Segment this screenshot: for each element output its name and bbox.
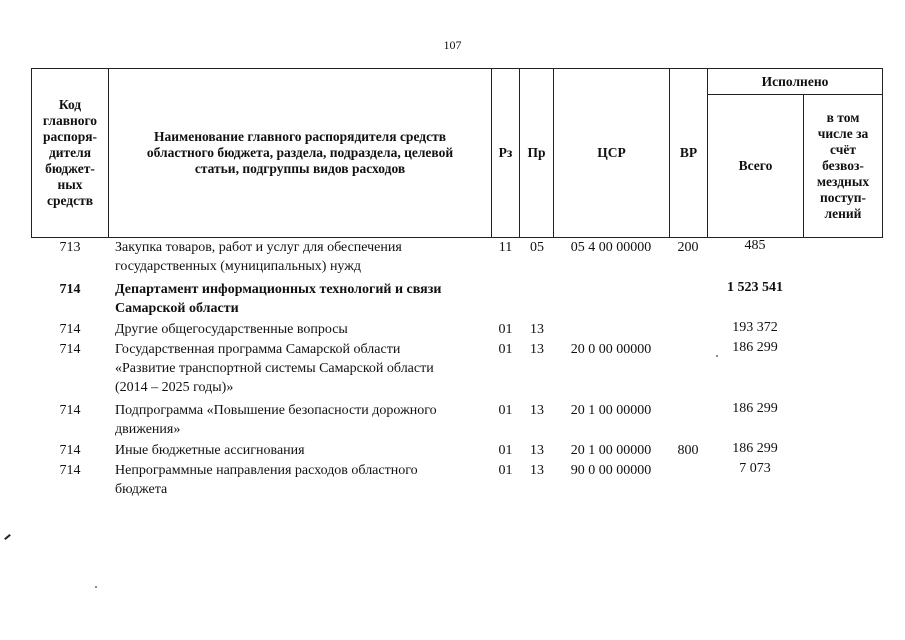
row-total: 186 299 — [732, 441, 778, 456]
scan-speck — [716, 355, 718, 357]
row-name: Департамент информационных технологий и связи Самарской области — [115, 282, 442, 316]
row-code: 714 — [59, 322, 81, 337]
row-name: Другие общегосударственные вопросы — [115, 322, 348, 337]
row-rz: 01 — [498, 322, 513, 337]
row-rz: 01 — [498, 403, 513, 418]
header-code: Код главного распоря- дителя бюджет- ных средств — [31, 68, 109, 238]
row-rz: 01 — [498, 463, 513, 478]
row-csr: 20 1 00 00000 — [570, 443, 652, 458]
row-name: Государственная программа Самарской области «Развитие транспортной системы Самарской области (2014 – 2025 годы)» — [115, 342, 434, 395]
page-number: 107 — [443, 38, 462, 52]
row-csr: 20 1 00 00000 — [570, 403, 652, 418]
row-pr: 13 — [530, 463, 544, 478]
row-vr: 200 — [677, 240, 699, 255]
row-code: 714 — [59, 282, 81, 297]
row-pr: 13 — [530, 342, 544, 357]
scan-speck — [95, 586, 97, 588]
row-rz: 01 — [498, 342, 513, 357]
scan-mark — [4, 534, 11, 540]
row-total: 193 372 — [732, 320, 778, 335]
row-code: 714 — [59, 463, 81, 478]
row-total: 485 — [744, 238, 766, 253]
header-csr: ЦСР — [553, 68, 670, 238]
row-csr: 20 0 00 00000 — [570, 342, 652, 357]
header-total: Всего — [707, 94, 804, 238]
header-pr: Пр — [519, 68, 554, 238]
row-code: 714 — [59, 443, 81, 458]
header-executed: Исполнено — [707, 68, 883, 95]
row-pr: 13 — [530, 322, 544, 337]
row-pr: 05 — [530, 240, 544, 255]
row-code: 714 — [59, 342, 81, 357]
header-rz: Рз — [491, 68, 520, 238]
row-code: 714 — [59, 403, 81, 418]
row-total: 1 523 541 — [727, 280, 783, 295]
row-name: Подпрограмма «Повышение безопасности дорожного движения» — [115, 403, 437, 437]
row-pr: 13 — [530, 403, 544, 418]
row-csr: 05 4 00 00000 — [570, 240, 652, 255]
row-vr: 800 — [677, 443, 699, 458]
row-name: Закупка товаров, работ и услуг для обеспечения государственных (муниципальных) нужд — [115, 240, 402, 274]
row-name: Иные бюджетные ассигнования — [115, 443, 305, 458]
row-rz: 01 — [498, 443, 513, 458]
header-vr: ВР — [669, 68, 708, 238]
row-csr: 90 0 00 00000 — [570, 463, 652, 478]
header-incl: в том числе за счёт безвоз- мездных поступ- лений — [803, 94, 883, 238]
row-total: 7 073 — [739, 461, 771, 476]
row-total: 186 299 — [732, 401, 778, 416]
row-total: 186 299 — [732, 340, 778, 355]
row-rz: 11 — [498, 240, 513, 255]
row-pr: 13 — [530, 443, 544, 458]
header-name: Наименование главного распорядителя средств областного бюджета, раздела, подраздела, целевой статьи, подгруппы видов расходов — [108, 68, 492, 238]
row-name: Непрограммные направления расходов областного бюджета — [115, 463, 418, 497]
row-code: 713 — [59, 240, 81, 255]
